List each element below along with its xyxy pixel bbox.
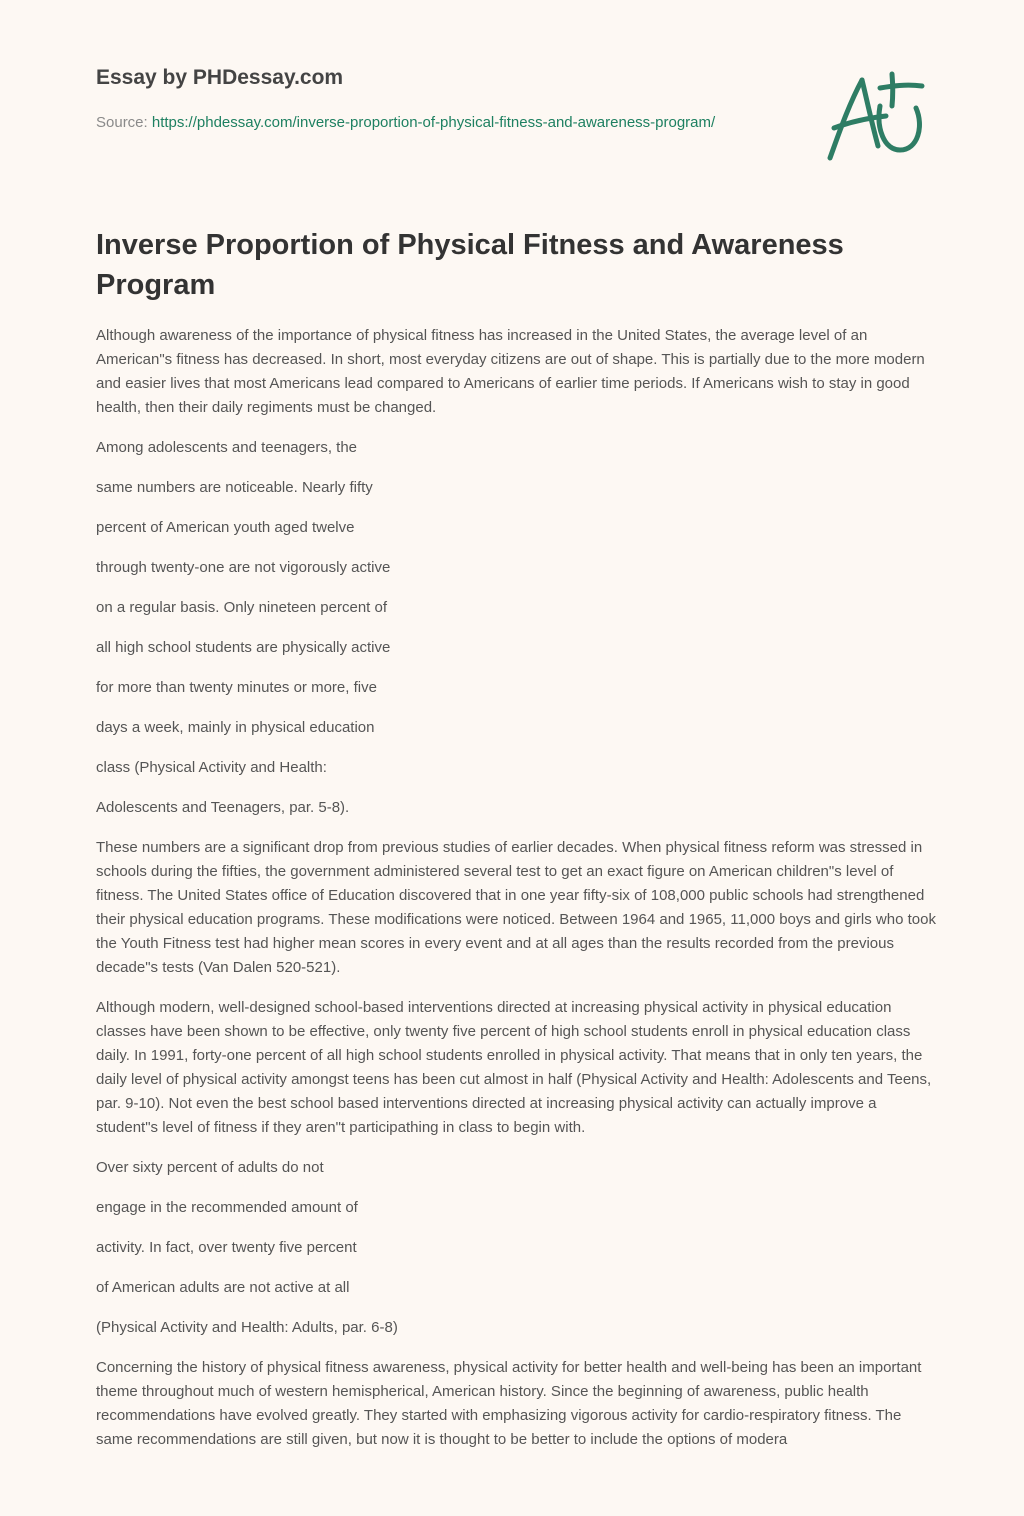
paragraph: percent of American youth aged twelve	[96, 519, 355, 536]
paragraph: (Physical Activity and Health: Adults, par. 6-8)	[96, 1319, 398, 1336]
essay-title: Inverse Proportion of Physical Fitness and Awareness Program	[96, 229, 844, 301]
paragraph: on a regular basis. Only nineteen percent of	[96, 599, 388, 616]
paragraph: days a week, mainly in physical education	[96, 719, 375, 736]
essay-body	[96, 324, 936, 1468]
paragraph: all high school students are physically active	[96, 639, 391, 656]
paragraph: activity. In fact, over twenty five percent	[96, 1239, 357, 1256]
paragraph: Over sixty percent of adults do not	[96, 1159, 324, 1176]
paragraph: Although awareness of the importance of physical fitness has increased in the United States, the average level of an American"s fitness has decreased. In short, most everyday citizens are out of shape. This is partially due to the more modern and easier lives that most Americans lead compared to Americans of earlier time periods. If Americans wish to stay in good health, then their daily regiments must be changed.	[96, 327, 925, 416]
paragraph: same numbers are noticeable. Nearly fifty	[96, 479, 373, 496]
paragraph: of American adults are not active at all	[96, 1279, 350, 1296]
source-line	[96, 111, 756, 135]
paragraph: class (Physical Activity and Health:	[96, 759, 327, 776]
paragraph: engage in the recommended amount of	[96, 1199, 358, 1216]
paragraph: Among adolescents and teenagers, the	[96, 439, 358, 456]
source-link[interactable]: https://phdessay.com/inverse-proportion-of-physical-fitness-and-awareness-program/	[151, 114, 716, 131]
paragraph: Concerning the history of physical fitness awareness, physical activity for better health and well-being has been an important theme throughout much of western hemispherical, American history. Since the beginning of awareness, public health recommendations have evolved greatly. They started with emphasizing vigorous activity for cardio-respiratory fitness. The same recommendations are still given, but now it is thought to be better to include the options of modera	[96, 1359, 922, 1448]
a-plus-grade-icon	[820, 66, 930, 166]
paragraph: through twenty-one are not vigorously active	[96, 559, 391, 576]
paragraph: Adolescents and Teenagers, par. 5-8).	[96, 799, 350, 816]
paragraph: Although modern, well-designed school-based interventions directed at increasing physical activity in physical education classes have been shown to be effective, only twenty five percent of high school students enroll in physical education class daily. In 1991, forty-one percent of all high school students enrolled in physical activity. That means that in only ten years, the daily level of physical activity amongst teens has been cut almost in half (Physical Activity and Health: Adolescents and Teens, par. 9-10). Not even the best school based interventions directed at increasing physical activity can actually improve a student"s level of fitness if they aren"t participathing in class to begin with.	[96, 999, 932, 1136]
paragraph: These numbers are a significant drop from previous studies of earlier decades. When physical fitness reform was stressed in schools during the fifties, the government administered several test to get an exact figure on American children"s level of fitness. The United States office of Education discovered that in one year fifty-six of 108,000 public schools had strengthened their physical education programs. These modifications were noticed. Between 1964 and 1965, 11,000 boys and girls who took the Youth Fitness test had higher mean scores in every event and at all ages than the results recorded from the previous decade"s tests (Van Dalen 520-521).	[96, 839, 936, 976]
site-brand: Essay by PHDessay.com	[96, 66, 344, 89]
paragraph: for more than twenty minutes or more, five	[96, 679, 377, 696]
source-label: Source:	[96, 114, 152, 131]
